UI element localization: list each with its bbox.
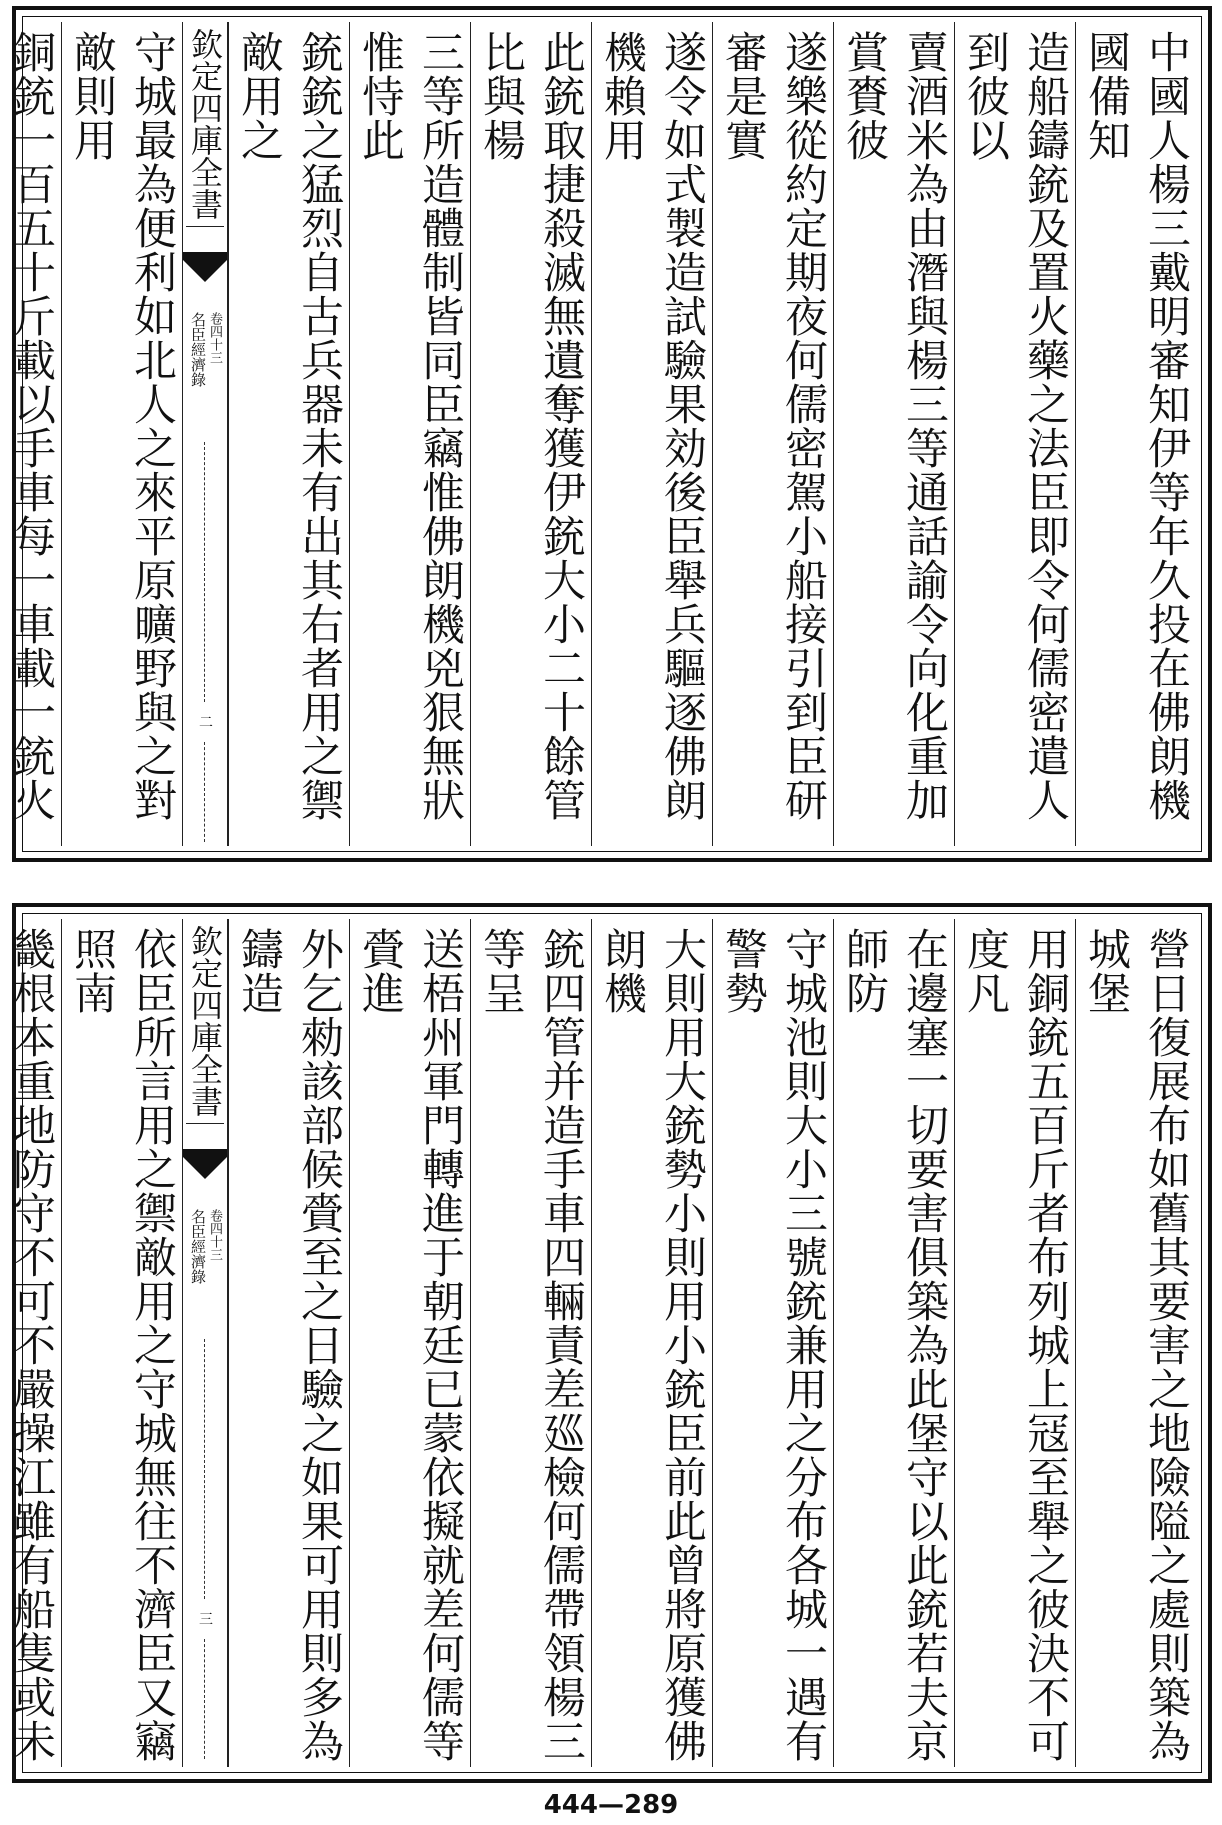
- text-column: [0, 919, 61, 1767]
- text-column: [470, 919, 591, 1767]
- column-text: 在邊塞一切要害俱築為此堡守以此銃若夫京師防: [839, 927, 949, 1763]
- column-text: 送梧州軍門轉進于朝廷已蒙依擬就差何儒等賫進: [355, 927, 465, 1763]
- spine-divider: [204, 442, 205, 702]
- spine-divider: [204, 742, 205, 842]
- text-column: [712, 919, 833, 1767]
- text-column: [61, 22, 182, 846]
- text-column: [61, 919, 182, 1767]
- column-text: 三等所造體制皆同臣竊惟佛朗機兇狠無狀惟恃此: [355, 30, 465, 822]
- spine-title: 欽定四庫全書: [186, 925, 224, 1124]
- text-column: [954, 919, 1075, 1767]
- text-column: [228, 919, 349, 1767]
- page-bottom: [6, 903, 1212, 1783]
- column-text: 守城最為便利如北人之來平原曠野與之對敵則用: [67, 30, 177, 822]
- spine-volume: 卷四十三: [207, 312, 222, 364]
- column-text: 畿根本重地防守不可不嚴操江雖有船隻或未: [6, 927, 56, 1763]
- text-column: [470, 22, 591, 846]
- column-text: 外乞勑該部候賫至之日驗之如果可用則多為鑄造: [234, 927, 344, 1763]
- column-text: 銃銃之猛烈自古兵器未有出其右者用之禦敵用之: [234, 30, 344, 822]
- text-column: [228, 22, 349, 846]
- column-text: 銃四管并造手車四輛責差廵檢何儒帶領楊三等呈: [476, 927, 586, 1763]
- fish-tail-icon: [183, 1149, 227, 1189]
- column-group-bottom: [6, 919, 1196, 1767]
- text-column: [954, 22, 1075, 846]
- text-column: [591, 919, 712, 1767]
- text-column: [833, 22, 954, 846]
- column-text: 遂樂從約定期夜何儒密駕小船接引到臣研審是實: [718, 30, 828, 822]
- column-text: 造船鑄銃及置火藥之法臣即令何儒密遣人到彼以: [960, 30, 1070, 822]
- text-column: [349, 22, 470, 846]
- column-group-top: [6, 22, 1196, 846]
- spine-subtitle: 名臣經濟錄: [189, 1209, 207, 1284]
- fish-tail-icon: [183, 252, 227, 292]
- column-text: 賣酒米為由潛與楊三等通話諭令向化重加賞賚彼: [839, 30, 949, 822]
- text-column: [1075, 919, 1196, 1767]
- column-text: 營日復展布如舊其要害之地險隘之處則築為城堡: [1081, 927, 1191, 1763]
- page-top: [6, 6, 1212, 862]
- text-column: [349, 919, 470, 1767]
- text-column: [833, 919, 954, 1767]
- spine-subtitle: 名臣經濟錄: [189, 312, 207, 387]
- spine-folio: 二: [199, 715, 213, 731]
- column-text: 中國人楊三戴明審知伊等年久投在佛朗機國備知: [1081, 30, 1191, 822]
- column-text: 此銃取捷殺滅無遺奪獲伊銃大小二十餘管比與楊: [476, 30, 586, 822]
- column-text: 遂令如式製造試驗果効後臣舉兵驅逐佛朗機賴用: [597, 30, 707, 822]
- spine-volume: 卷四十三: [207, 1209, 222, 1261]
- column-text: 依臣所言用之禦敵用之守城無往不濟臣又竊照南: [67, 927, 177, 1763]
- column-text: 大則用大銃勢小則用小銃臣前此曾將原獲佛朗機: [597, 927, 707, 1763]
- text-column: [0, 22, 61, 846]
- column-text: 守城池則大小三號銃兼用之分布各城一遇有警勢: [718, 927, 828, 1763]
- page-spine: [182, 919, 228, 1767]
- spine-divider: [204, 1639, 205, 1759]
- text-column: [591, 22, 712, 846]
- spine-divider: [204, 1339, 205, 1599]
- text-column: [1075, 22, 1196, 846]
- page-number: 444—289: [543, 1790, 679, 1820]
- spine-folio: 三: [199, 1612, 213, 1628]
- column-text: 銅銃一百五十斤載以手車每一車載一銃火: [6, 30, 56, 822]
- text-column: [712, 22, 833, 846]
- column-text: 用銅銃五百斤者布列城上冦至舉之彼決不可度凡: [960, 927, 1070, 1763]
- spine-title: 欽定四庫全書: [186, 28, 224, 227]
- page-spine: [182, 22, 228, 846]
